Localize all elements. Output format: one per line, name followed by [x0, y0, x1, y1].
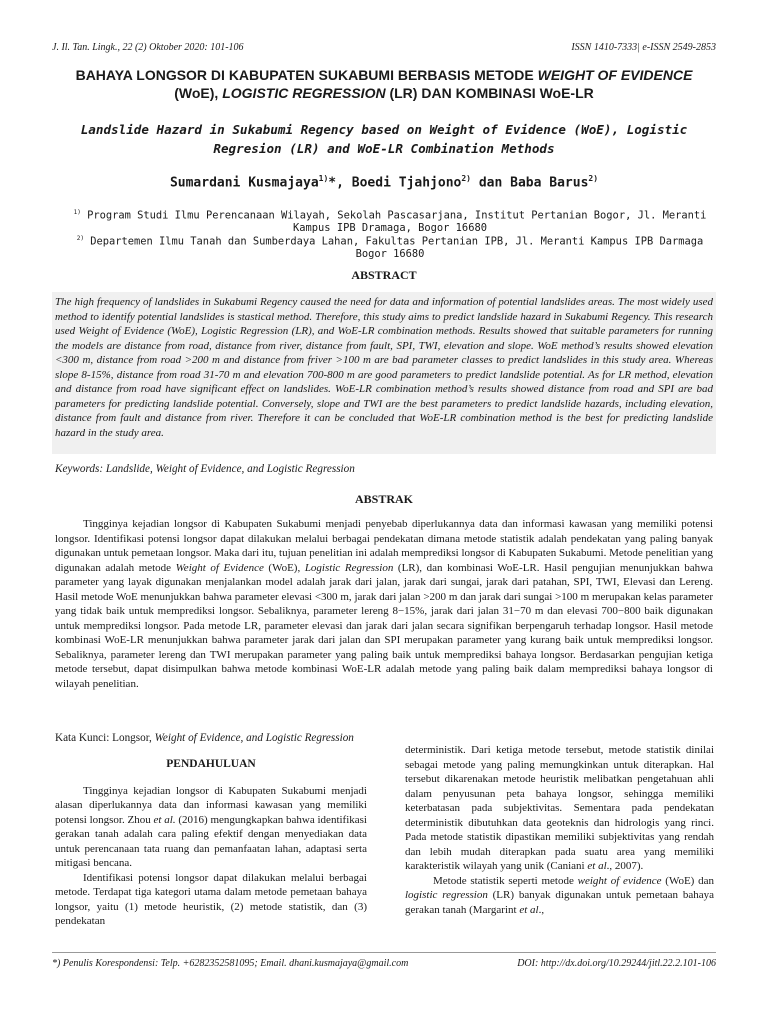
paragraph-part: (2016) mengungkapkan bahwa identifikasi gerakan tanah adalah cara paling efektif dengan menyediakan data untuk perencanaan tata ruang dan pemanfaatan lahan, adaptasi serta mitigasi bencana. [55, 813, 367, 869]
author-affiliation-mark: 2) [588, 174, 599, 183]
affiliation-text: Departemen Ilmu Tanah dan Sumberdaya Lahan, Fakultas Pertanian IPB, Jl. Meranti Kampus IPB Darmaga Bogor 16680 [83, 235, 704, 261]
abstrak-heading: ABSTRAK [354, 492, 413, 506]
body-paragraph [405, 874, 714, 918]
kata-kunci-label: Kata Kunci: Longsor, [55, 732, 155, 744]
affiliation-text: Program Studi Ilmu Perencanaan Wilayah, Sekolah Pascasarjana, Institut Pertanian Bogor, Jl. Meranti Kampus IPB Dramaga, Bogor 16680 [80, 209, 707, 235]
paper-title [52, 66, 716, 102]
right-column [405, 743, 714, 917]
abstrak-part: (WoE), [263, 561, 305, 574]
title-part-italic: WEIGHT OF EVIDENCE [537, 67, 693, 83]
abstrak-part: Tingginya kejadian longsor di Kabupaten Sukabumi menjadi penyebab diperlukannya data dan informasi kawasan yang memiliki potensi longsor. Identifikasi potensi longsor dapat dilakukan melalui berbagai pendekatan dimana metode statistik adalah pendekatan yang paling banyak digunakan untuk pemetaan longsor. Maka dari itu, tujuan penelitian ini adalah memprediksi longsor di Kabupaten Sukabumi. Metode penelitian yang digunakan adalah metode [55, 518, 713, 574]
paragraph-part: (LR) banyak digunakan untuk pemetaan bahaya gerakan tanah (Margarint [405, 889, 715, 916]
affiliation-mark: 1) [73, 209, 81, 216]
paragraph-part-italic: et al. [153, 813, 176, 826]
correspondence-note: *) Penulis Korespondensi: Telp. +6282352581095; Email. dhani.kusmajaya@gmail.com [52, 958, 409, 969]
english-title: Landslide Hazard in Sukabumi Regency based on Weight of Evidence (WoE), Logistic Regresion (LR) and WoE-LR Combination Methods [80, 122, 688, 156]
paragraph-part-italic: logistic regression [405, 889, 488, 901]
issn-label: ISSN 1410-7333| e-ISSN 2549-2853 [571, 42, 716, 53]
title-part-italic: LOGISTIC REGRESSION [222, 85, 386, 101]
paragraph-part: deterministik. Dari ketiga metode tersebut, metode statistik dinilai sebagai metode yang paling memungkinkan untuk diterapkan. Hal tersebut dikarenakan metode heuristik melibatkan pengetahuan ahli dalam penyusunan peta bahaya longsor, sehingga memiliki keterbatasan pada subjektivitas. Sementara pada pendekatan deterministik dibutuhkan data geoteknis dan hidrologis yang rinci. Pada metode statistik dipastikan memiliki subjektivitas yang rendah dan lebih mudah diterapkan pada suatu area yang memiliki karakteristik wilayah yang unik (Caniani [405, 744, 714, 872]
author-name: dan Baba Barus [471, 175, 589, 191]
paragraph-part: Tingginya kejadian longsor di Kabupaten Sukabumi menjadi alasan diperlukannya data dan informasi kawasan yang memiliki potensi longsor. Zhou [55, 784, 367, 826]
paragraph-part: (WoE) dan [661, 874, 715, 887]
title-part: (LR) DAN KOMBINASI WoE-LR [385, 85, 594, 101]
body-paragraph [405, 743, 714, 874]
author-name: Boedi Tjahjono [351, 175, 462, 191]
abstract-text: The high frequency of landslides in Sukabumi Regency caused the need for data and information of potential landslides areas. The most widely used method to identify potential landslides is stastical method. Therefore, this study aims to predict landslide hazard in Sukabumi Regency. This research used Weight of Evidence (WoE), Logistic Regression (LR), and WoE-LR combination methods. Results showed that suitable parameters for running the models are distance from road, distance from river, distance from fault, SPI, TWI, elevation and slope. WoE method’s results showed elevation <300 m, distance from road >200 m and distance from friver >100 m are bad parameter classes to predict landslides in this study area. Whereas slope 8-15%, distance from road 31-70 m and elevation 700-800 m are good parameters to predict landslide potential. As for LR method, elevation and distance from road have significant effect on landslides. WoE-LR combination method’s results showed distance from road and SPI are bad parameters for predicting landslide potential. Conversely, slope and TWI are the best parameters to predict landslide hazards, including elevation, distance from fault and distance from river. Therefore it can be concluded that WoE-LR combination method is the best for predicting landslide hazard in the study area. [55, 296, 713, 439]
paragraph-part-italic: weight of evidence [577, 874, 662, 887]
paragraph-part: ., [538, 903, 545, 916]
keywords: Keywords: Landslide, Weight of Evidence, and Logistic Regression [55, 463, 355, 475]
footer-divider [52, 952, 716, 953]
paragraph-part: Metode statistik seperti metode [433, 874, 578, 887]
abstract-heading: ABSTRACT [351, 268, 417, 282]
abstrak-part-italic: Logistic Regression [304, 561, 394, 574]
author-affiliation-mark: 1) [318, 174, 329, 183]
affiliation-mark: 2) [76, 235, 84, 242]
paragraph-part-italic: et al [519, 903, 539, 916]
title-part: BAHAYA LONGSOR DI KABUPATEN SUKABUMI BERBASIS METODE [75, 67, 538, 83]
abstrak-part: (LR), dan kombinasi WoE-LR. Hasil pengujian menunjukkan bahwa parameter yang layak digunakan menjalankan model adalah jarak dari jalan, jarak dari sungai, jarak dari patahan, SPI, TWI, Elevasi dan Lereng. Hasil metode WoE menunjukkan bahwa parameter elevasi <300 m, jarak dari jalan >200 m dan jarak dari sungai >100 m merupakan kelas parameter yang tidak baik untuk memprediksi longsor. Sebaliknya, parameter lereng 8−15%, jarak dari jalan 31−70 m dan elevasi 700−800 baik digunakan untuk memprediksi longsor. Pada metode LR, parameter elevasi dan jarak dari jalan secara signifikan berpengaruh terhadap longsor. Hasil metode kombinasi WoE-LR menunjukkan bahwa parameter jarak dari jalan dan SPI merupakan parameter yang kurang baik untuk memprediksi longsor. Sebaliknya, parameter lereng dan TWI merupakan parameter yang paling baik untuk memprediksi bahaya longsor. Berdasarkan pengujian ketiga metode tersebut, dapat disimpulkan bahwa metode kombinasi WoE-LR adalah metode yang paling baik dalam memprediksi bahaya longsor di wilayah penelitian. [55, 561, 714, 690]
corresponding-mark: *, [328, 175, 352, 191]
paragraph-part: ., 2007). [606, 860, 644, 872]
body-paragraph: Identifikasi potensi longsor dapat dilakukan melalui berbagai metode. Terdapat tiga kategori utama dalam metode pemetaan bahaya longsor, yaitu (1) metode heuristik, (2) metode statistik, dan (3) pendekatan [55, 871, 367, 927]
journal-citation: J. Il. Tan. Lingk., 22 (2) Oktober 2020: 101-106 [52, 42, 244, 53]
pendahuluan-heading: PENDAHULUAN [166, 758, 256, 770]
body-paragraph [55, 784, 367, 871]
left-column [55, 757, 367, 929]
kata-kunci-terms: Weight of Evidence, and Logistic Regression [154, 732, 354, 744]
doi-link[interactable]: DOI: http://dx.doi.org/10.29244/jitl.22.2.101-106 [517, 958, 716, 969]
kata-kunci [55, 732, 354, 744]
paragraph-part-italic: et al [587, 860, 607, 872]
author-list [52, 174, 716, 190]
abstrak-text [55, 517, 713, 691]
affiliation-2 [60, 232, 720, 261]
author-name: Sumardani Kusmajaya [169, 175, 319, 191]
author-affiliation-mark: 2) [461, 174, 471, 183]
title-part: (WoE), [174, 85, 223, 101]
abstrak-part-italic: Weight of Evidence [175, 561, 264, 574]
